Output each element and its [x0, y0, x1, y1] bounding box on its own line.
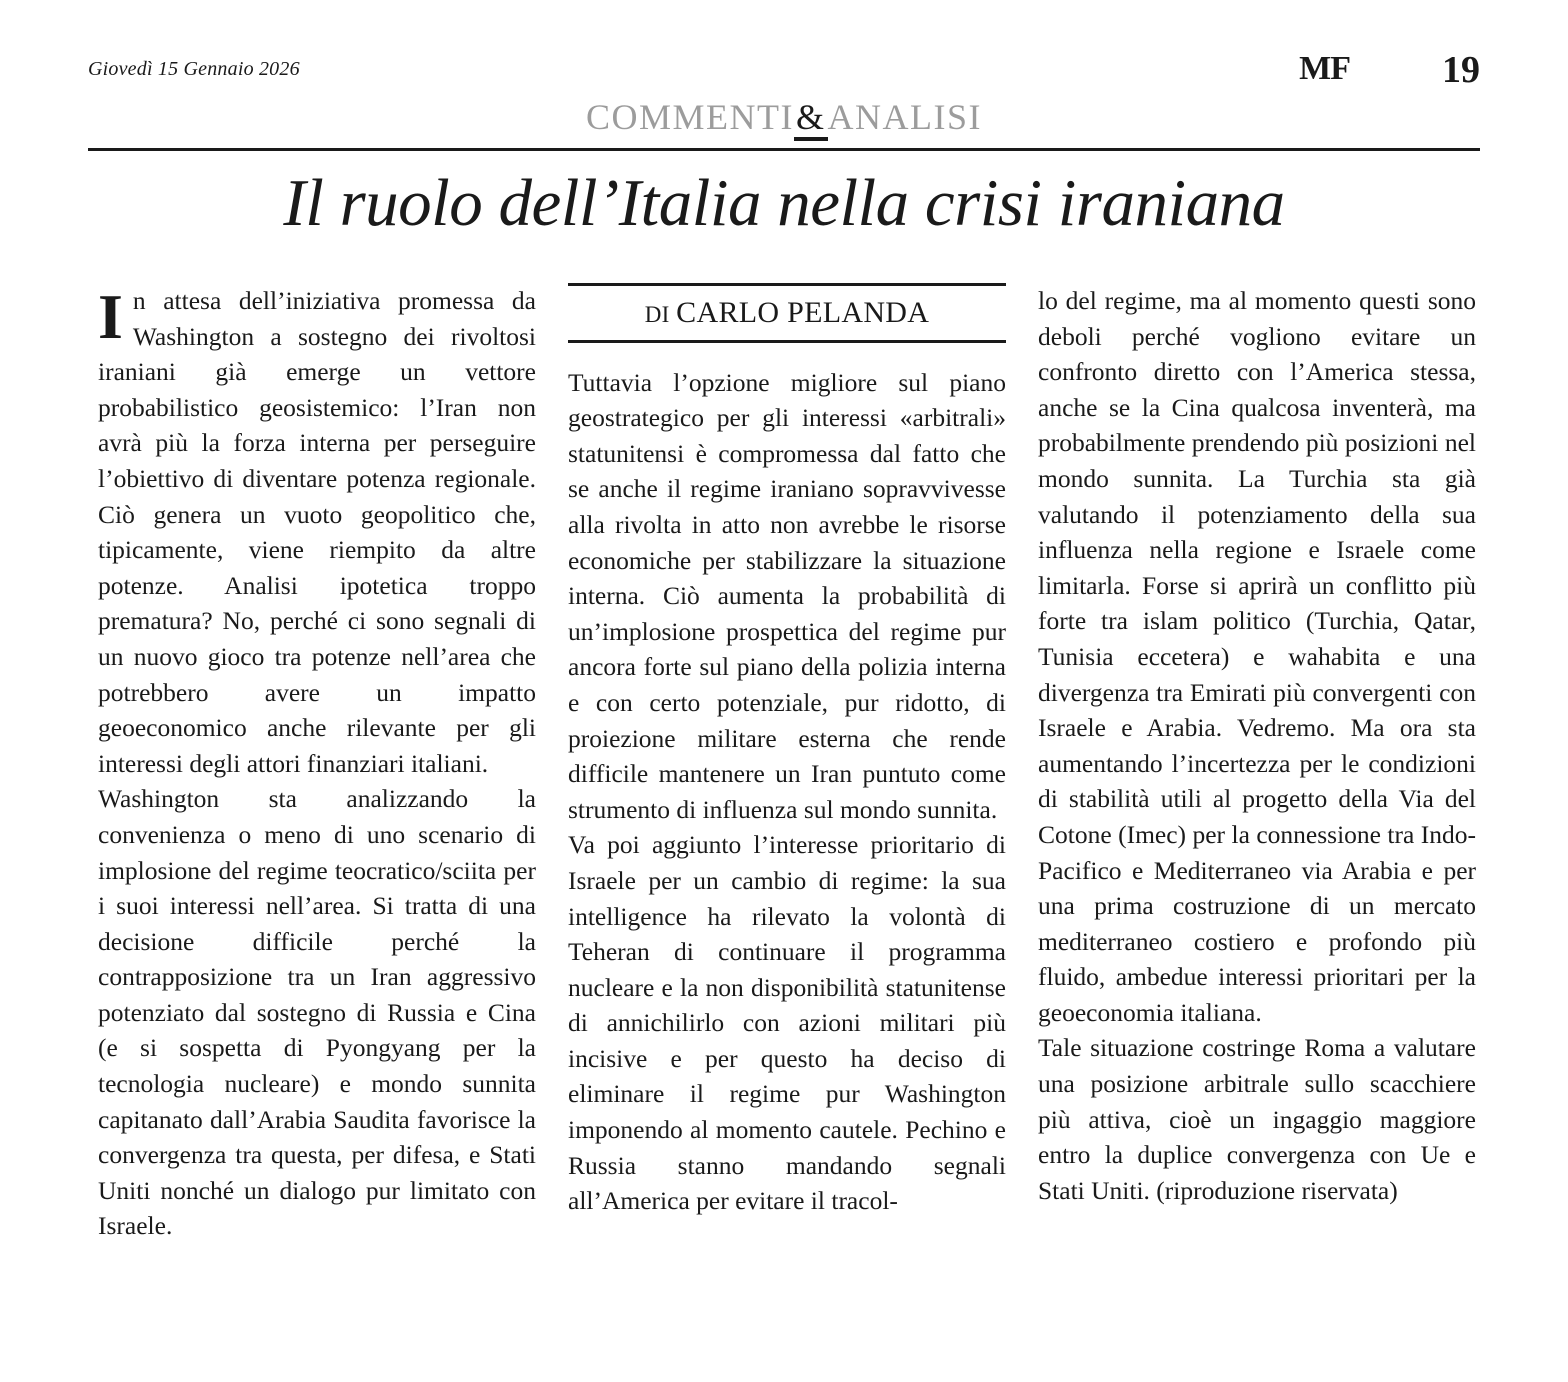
publication-logo: MF: [1299, 50, 1350, 87]
article-column-1: [98, 283, 536, 1244]
section-title-ampersand: &: [794, 97, 828, 141]
article-column-3: [1038, 283, 1476, 1208]
section-title: [586, 96, 982, 138]
paragraph: Tale situazione costringe Roma a valutare una posizione arbitrale sullo scacchiere più attiva, cioè un ingaggio maggiore entro la duplice convergenza con Ue e Stati Uniti. (riproduzione riservata): [1038, 1033, 1476, 1205]
byline-rule-bottom: [568, 340, 1006, 343]
byline-prefix: DI: [644, 302, 670, 327]
paragraph: Tuttavia l’opzione migliore sul piano geostrategico per gli interessi «arbitrali» statunitensi è compromessa dal fatto che se anche il regime iraniano sopravvivesse alla rivolta in atto non avrebbe le risorse economiche per stabilizzare la situazione interna. Ciò aumenta la probabilità di un’implosione prospettica del regime pur ancora forte sul piano della polizia interna e con certo potenziale, pur ridotto, di proiezione militare esterna che rende difficile mantenere un Iran puntuto come strumento di influenza sul mondo sunnita.: [568, 367, 1006, 824]
paragraph: Va poi aggiunto l’interesse prioritario di Israele per un cambio di regime: la sua intelligence ha rilevato la volontà di Teheran di continuare il programma nucleare e la non disponibilità statunitense di annichilirlo con azioni militari più incisive e per questo ha deciso di eliminare il regime pur Washington imponendo al momento cautele. Pechino e Russia stanno mandando segnali all’America per evitare il tracol-: [568, 830, 1006, 1216]
paragraph: [98, 283, 536, 781]
article-body: [98, 283, 1476, 1293]
page-number: 19: [1442, 49, 1480, 91]
article-column-2: [568, 283, 1006, 1219]
byline: [568, 286, 1006, 340]
section-title-right: ANALISI: [827, 97, 982, 137]
byline-author: CARLO PELANDA: [676, 296, 930, 329]
article-headline: Il ruolo dell’Italia nella crisi iraniana: [283, 166, 1285, 240]
drop-cap: I: [98, 281, 123, 352]
paragraph-text: n attesa dell’iniziativa promessa da Washington a sostegno dei rivoltosi iraniani già emerge un vettore probabilistico geosistemico: l’Iran non avrà più la forza interna per perseguire l’obiettivo di diventare potenza regionale. Ciò genera un vuoto geopolitico che, tipicamente, viene riempito da altre potenze. Analisi ipotetica troppo prematura? No, perché ci sono segnali di un nuovo gioco tra potenze nell’area che potrebbero avere un impatto geoeconomico anche rilevante per gli interessi degli attori finanziari italiani.: [98, 286, 536, 778]
paragraph: lo del regime, ma al momento questi sono deboli perché vogliono evitare un confronto diretto con l’America stessa, anche se la Cina qualcosa inventerà, ma probabilmente prendendo più posizioni nel mondo sunnita. La Turchia sta già valutando il potenziamento della sua influenza nella regione e Israele come limitarla. Forse si aprirà un conflitto più forte tra islam politico (Turchia, Qatar, Tunisia eccetera) e wahabita e una divergenza tra Emirati più convergenti con Israele e Arabia. Vedremo. Ma ora sta aumentando l’incertezza per le condizioni di stabilità utili al progetto della Via del Cotone (Imec) per la connessione tra Indo-Pacifico e Mediterraneo via Arabia e per una prima costruzione di un mercato mediterraneo costiero e profondo più fluido, ambedue interessi prioritari per la geoeconomia italiana.: [1038, 286, 1476, 1027]
section-title-left: COMMENTI: [586, 97, 794, 137]
masthead: [88, 50, 1480, 90]
section-header: [88, 96, 1480, 138]
byline-block: [568, 283, 1006, 343]
paragraph: Washington sta analizzando la convenienza o meno di uno scenario di implosione del regime teocratico/sciita per i suoi interessi nell’area. Si tratta di una decisione difficile perché la contrapposizione tra un Iran aggressivo potenziato dal sostegno di Russia e Cina (e si sospetta di Pyongyang per la tecnologia nucleare) e mondo sunnita capitanato dall’Arabia Saudita favorisce la convergenza tra questa, per difesa, e Stati Uniti nonché un dialogo pur limitato con Israele.: [98, 784, 536, 1241]
header-divider: [88, 148, 1480, 151]
issue-date: Giovedì 15 Gennaio 2026: [88, 58, 300, 80]
